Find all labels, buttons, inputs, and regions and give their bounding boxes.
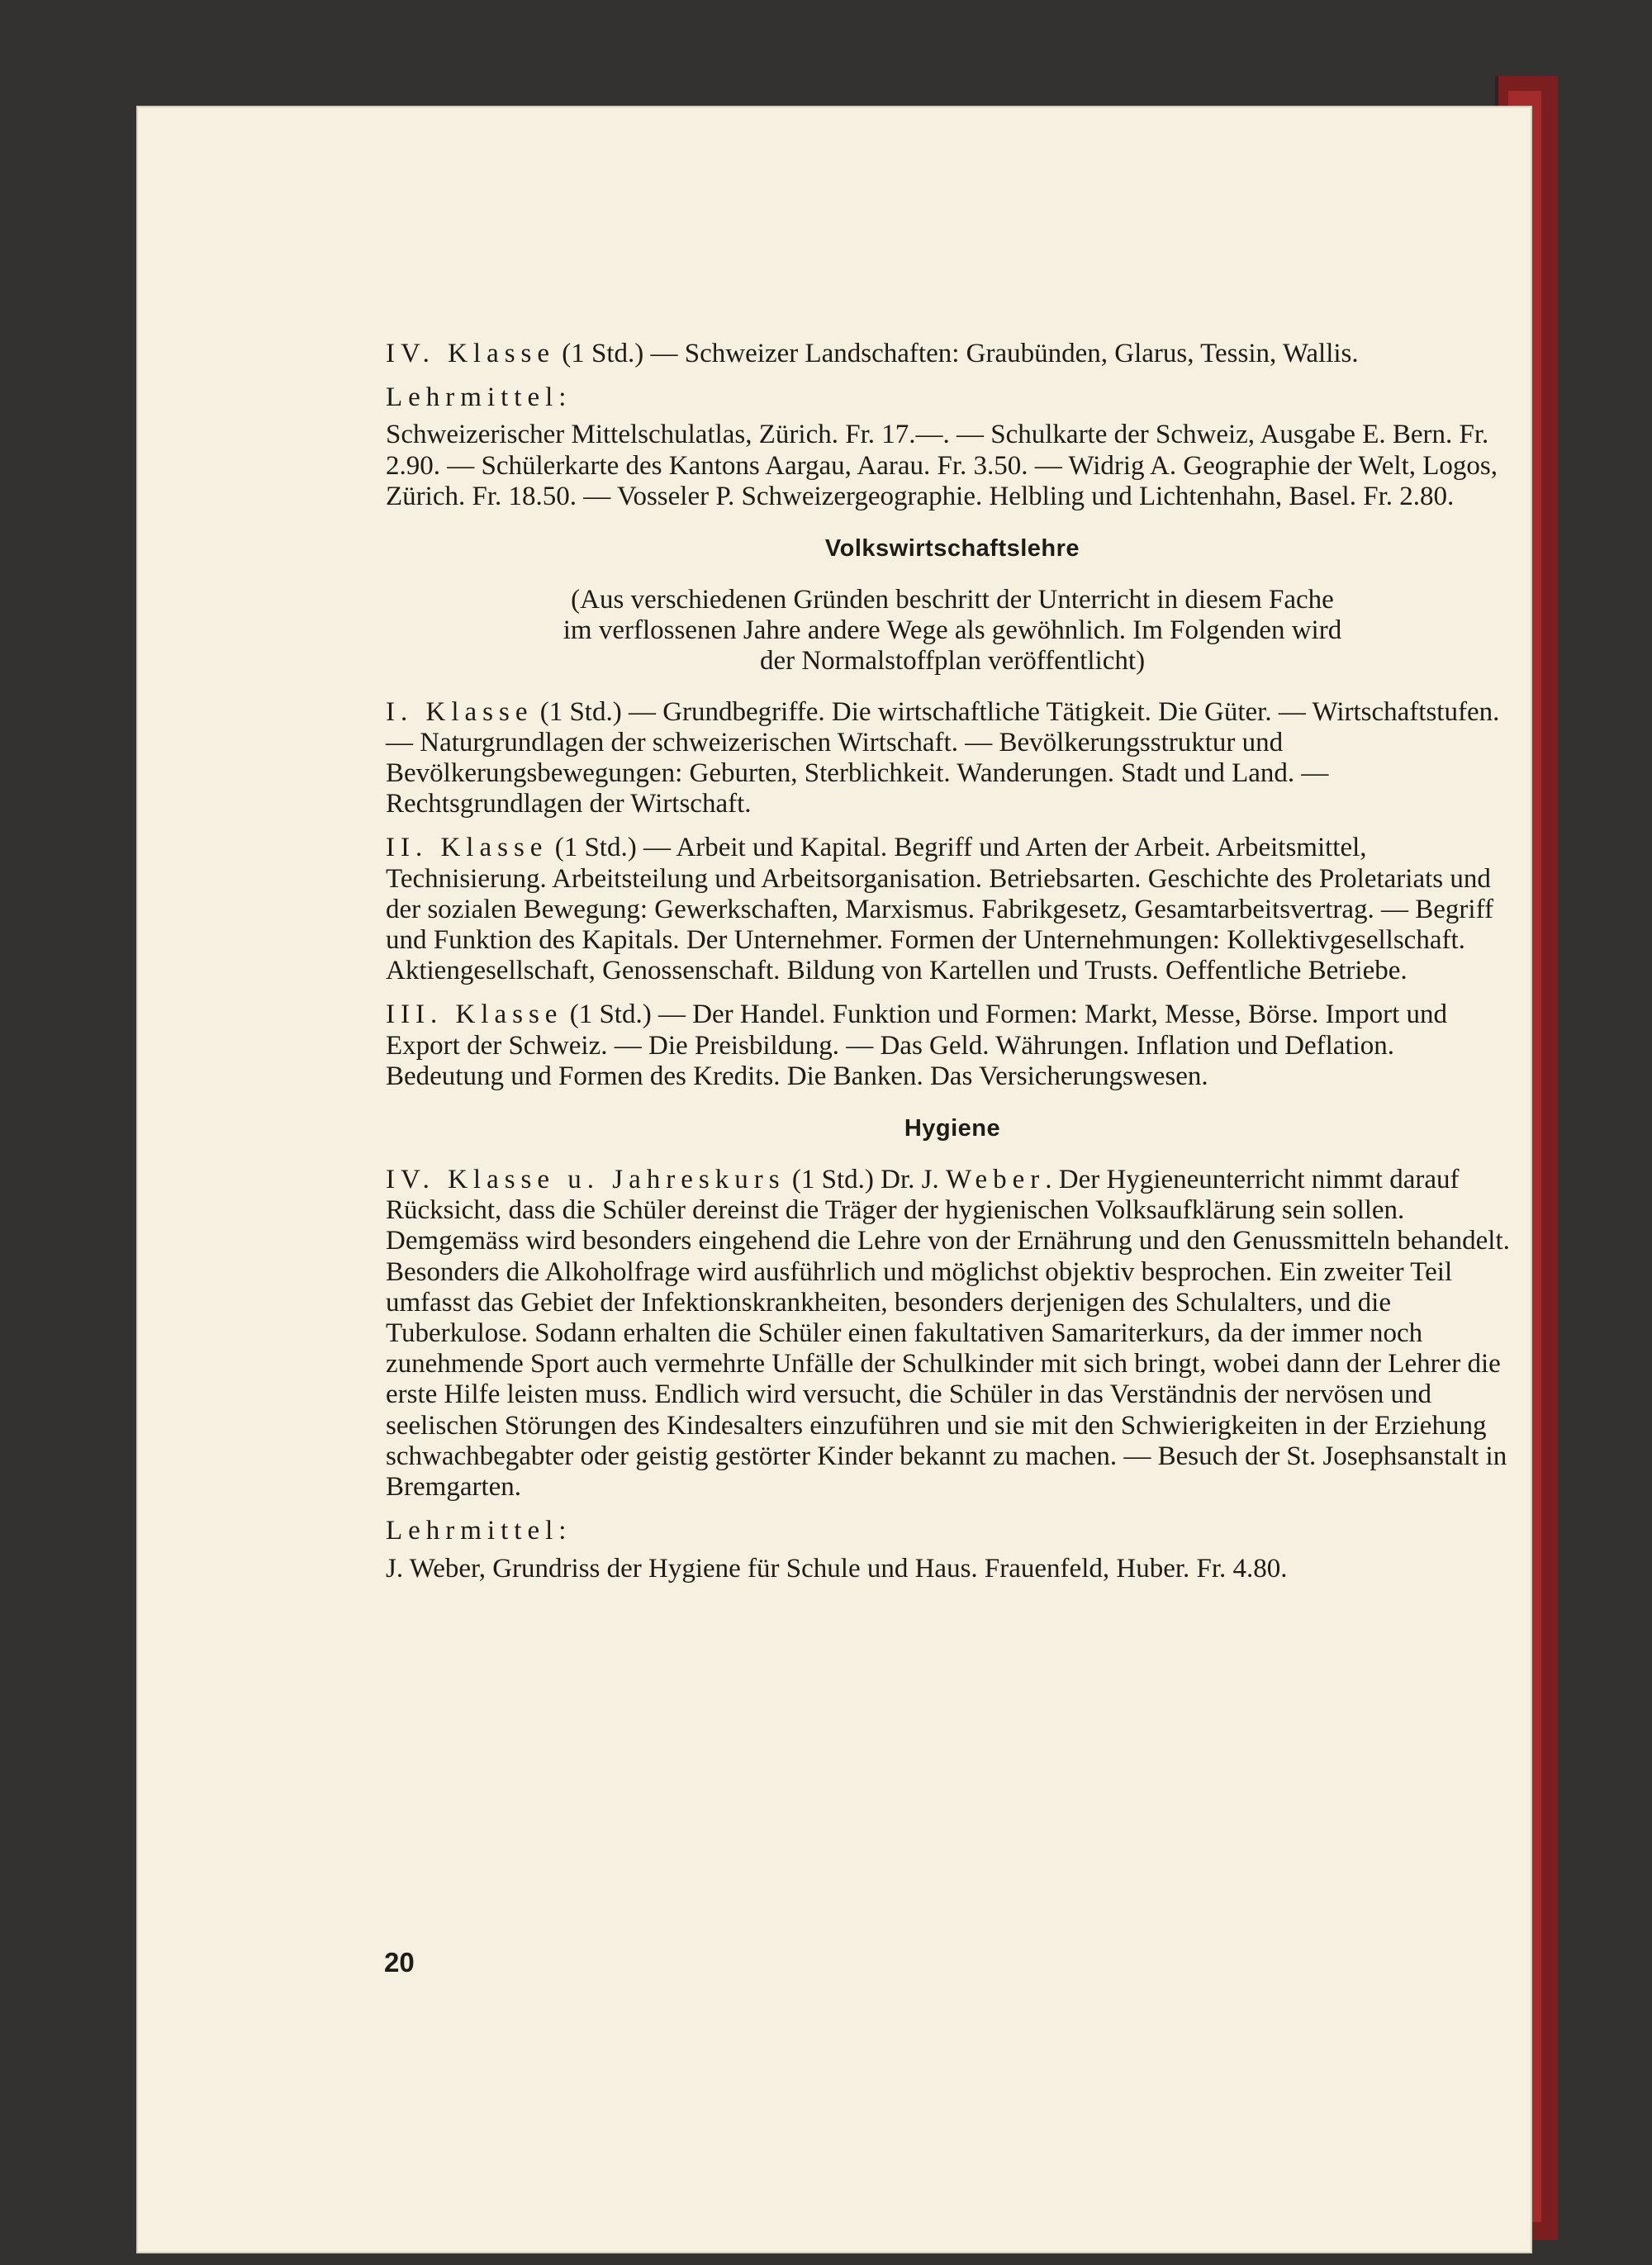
- section-heading-hygiene: Hygiene: [904, 1115, 1001, 1142]
- geography-teaching-materials: Schweizerischer Mittelschulatlas, Zürich. Fr. 17.—. — Schulkarte der Schweiz, Ausgabe E. Bern. Fr. 2.90. — Schülerkarte des Kantons Aargau, Aarau. Fr. 3.50. — Widrig A. Geographie der Welt, Logos, Zürich. Fr. 18.50. — Vosseler P. Schweizergeographie. Helbling und Lichtenhahn, Basel. Fr. 2.80.: [386, 420, 1498, 511]
- class-label: IV. Klasse u. Jahreskurs: [386, 1165, 786, 1195]
- economics-class-iii-paragraph: [386, 1000, 1519, 1092]
- intro-line: der Normalstoffplan veröffentlicht): [759, 646, 1146, 677]
- page-number: 20: [384, 1947, 415, 1978]
- paragraph-text: (1 Std.) Dr. J.: [785, 1165, 946, 1195]
- lehrmittel-label: Lehrmittel:: [386, 1516, 572, 1546]
- class-label: II. Klasse: [386, 833, 548, 863]
- hygiene-paragraph: [386, 1165, 1519, 1503]
- paragraph-text: (1 Std.) — Grundbegriffe. Die wirtschaftliche Tätigkeit. Die Güter. — Wirtschaftstufen. — Naturgrundlagen der schweizerischen Wirtschaft. — Bevölkerungsstruktur und Bevölkerungsbewegungen: Geburten, Sterblichkeit. Wanderungen. Stadt und Land. — Rechtsgrundlagen der Wirtschaft.: [386, 696, 1500, 819]
- paragraph-text: . Der Hygieneunterricht nimmt darauf Rücksicht, dass die Schüler dereinst die Träger der hygienischen Volksaufklärung sein sollen. Demgemäss wird besonders eingehend die Lehre von der Ernährung und den Genussmitteln behandelt. Besonders die Alkoholfrage wird ausführlich und möglichst objektiv besprochen. Ein zweiter Teil umfasst das Gebiet der Infektionskrankheiten, besonders derjenigen des Schulalters, und die Tuberkulose. Sodann erhalten die Schüler einen fakultativen Samariterkurs, da der immer noch zunehmende Sport auch vermehrte Unfälle der Schulkinder mit sich bringt, wobei dann der Lehrer die erste Hilfe leisten muss. Endlich wird versucht, die Schüler in das Verständnis der nervösen und seelischen Störungen des Kindesalters einzuführen und sie mit den Schwierigkeiten in der Erziehung schwachbegabter oder geistig gestörter Kinder bekannt zu machen. — Besuch der St. Josephsanstalt in Bremgarten.: [386, 1165, 1510, 1503]
- page-text-column: [386, 339, 1519, 2024]
- economics-intro-note: [386, 585, 1519, 677]
- intro-line: (Aus verschiedenen Gründen beschritt der Unterricht in diesem Fache: [571, 585, 1334, 615]
- class-label: I. Klasse: [386, 696, 534, 727]
- economics-class-i-paragraph: [386, 697, 1519, 820]
- section-heading-volkswirtschaftslehre: Volkswirtschaftslehre: [824, 535, 1080, 563]
- paragraph-text: (1 Std.) — Arbeit und Kapital. Begriff und Arten der Arbeit. Arbeitsmittel, Technisierung. Arbeitsteilung und Arbeitsorganisation. Betriebsarten. Geschichte des Proletariats und der sozialen Bewegung: Gewerkschaften, Marxismus. Fabrikgesetz, Gesamtarbeitsvertrag. — Begriff und Funktion des Kapitals. Der Unternehmer. Formen der Unternehmungen: Kollektivgesellschaft. Aktiengesellschaft, Genossenschaft. Bildung von Kartellen und Trusts. Oeffentliche Betriebe.: [386, 833, 1493, 986]
- hygiene-teaching-materials: J. Weber, Grundriss der Hygiene für Schule und Haus. Frauenfeld, Huber. Fr. 4.80.: [386, 1553, 1288, 1584]
- class-label: III. Klasse: [386, 1000, 563, 1030]
- book-page: [136, 106, 1532, 2253]
- paragraph-text: (1 Std.) — Schweizer Landschaften: Graubünden, Glarus, Tessin, Wallis.: [555, 339, 1359, 368]
- economics-class-ii-paragraph: [386, 833, 1519, 986]
- lehrmittel-label: Lehrmittel:: [386, 382, 572, 413]
- intro-line: im verflossenen Jahre andere Wege als gewöhnlich. Im Folgenden wird: [563, 615, 1342, 646]
- paragraph-text: (1 Std.) — Der Handel. Funktion und Formen: Markt, Messe, Börse. Import und Export der Schweiz. — Die Preisbildung. — Das Geld. Währungen. Inflation und Deflation. Bedeutung und Formen des Kredits. Die Banken. Das Versicherungswesen.: [386, 1000, 1448, 1091]
- geography-iv-class-paragraph: [386, 339, 1519, 369]
- class-label: IV. Klasse: [386, 339, 556, 368]
- teacher-name: Weber: [945, 1165, 1046, 1195]
